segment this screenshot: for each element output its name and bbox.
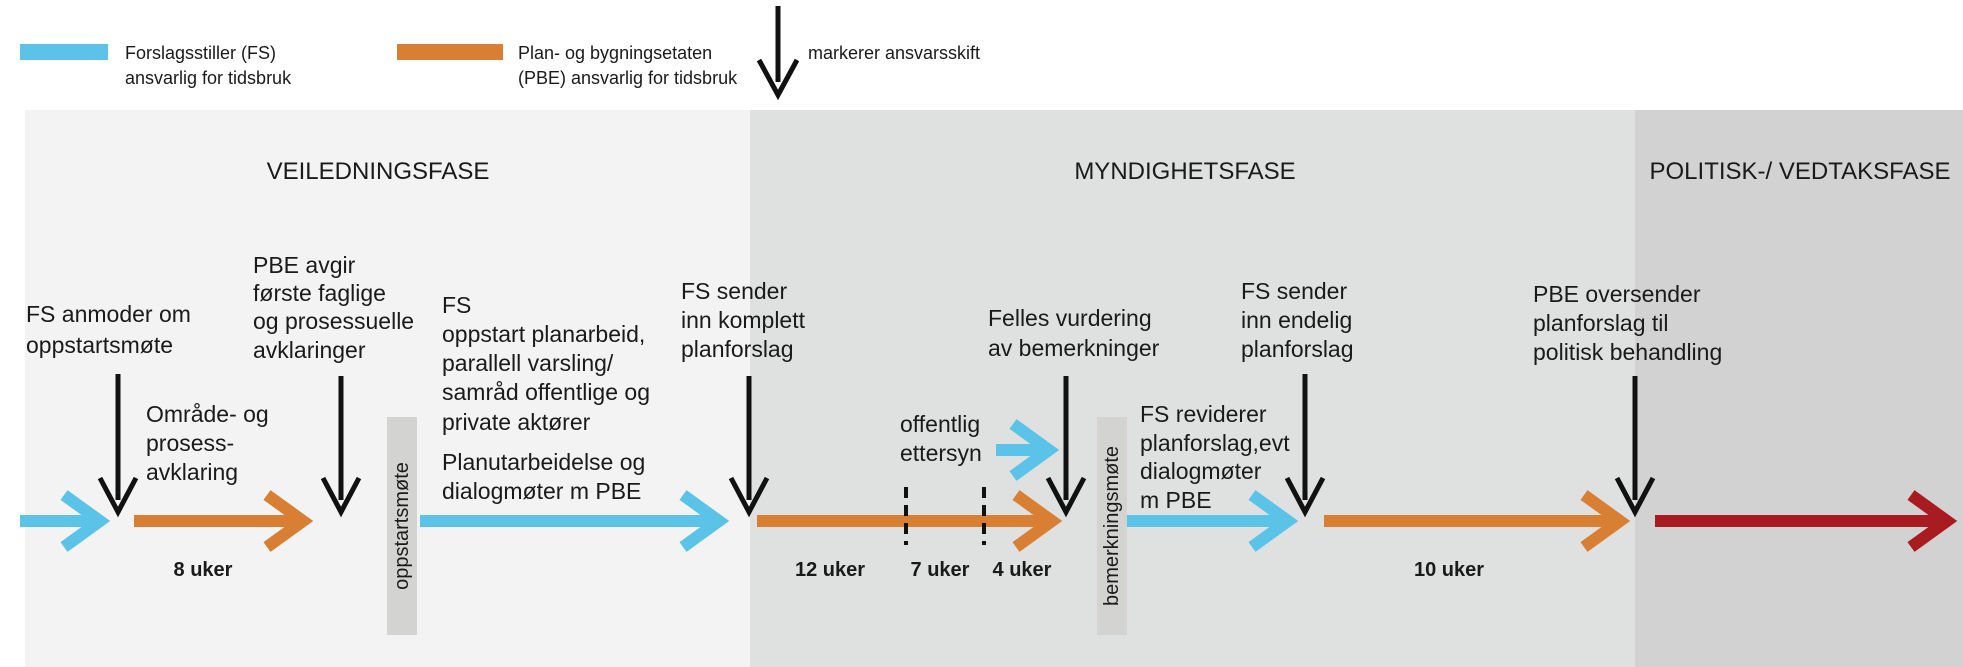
svg-text:ettersyn: ettersyn [900, 440, 982, 466]
svg-text:FS sender: FS sender [681, 278, 788, 304]
legend-shift-label: markerer ansvarsskift [808, 43, 981, 63]
svg-text:dialogmøter m PBE: dialogmøter m PBE [442, 478, 642, 504]
svg-text:FS: FS [442, 292, 472, 318]
meeting-oppstartsmote [387, 417, 417, 635]
meeting-bemerkningsmote [1097, 417, 1127, 635]
svg-text:første faglige: første faglige [253, 280, 386, 306]
duration-12-uker: 12 uker [794, 559, 866, 581]
svg-text:planforslag: planforslag [1241, 336, 1354, 362]
phase-title-politisk: POLITISK-/ VEDTAKSFASE [1649, 158, 1951, 185]
svg-text:av bemerkninger: av bemerkninger [988, 335, 1160, 361]
legend [20, 6, 980, 95]
milestone-fs-sender-komplett [681, 278, 806, 362]
svg-text:planforslag,evt: planforslag,evt [1140, 430, 1290, 456]
duration-4-uker: 4 uker [992, 559, 1052, 581]
svg-text:parallell varsling/: parallell varsling/ [442, 350, 614, 376]
milestone-fs-sender-endelig [1241, 278, 1354, 362]
svg-text:dialogmøter: dialogmøter [1140, 458, 1262, 484]
legend-fs-line1: Forslagsstiller (FS) [125, 43, 277, 63]
svg-text:oppstartsmøte: oppstartsmøte [391, 462, 413, 590]
svg-text:og prosessuelle: og prosessuelle [253, 308, 415, 334]
svg-text:FS reviderer: FS reviderer [1140, 401, 1267, 427]
svg-text:prosess-: prosess- [146, 430, 235, 456]
svg-text:offentlig: offentlig [900, 411, 981, 437]
svg-text:m PBE: m PBE [1140, 487, 1212, 513]
svg-text:oppstart planarbeid,: oppstart planarbeid, [442, 321, 646, 347]
svg-text:Felles vurdering: Felles vurdering [988, 305, 1152, 331]
svg-text:FS sender: FS sender [1241, 278, 1348, 304]
svg-text:Planutarbeidelse og: Planutarbeidelse og [442, 449, 646, 475]
duration-8-uker: 8 uker [173, 559, 233, 581]
svg-text:politisk behandling: politisk behandling [1533, 339, 1723, 365]
svg-text:bemerkningsmøte: bemerkningsmøte [1101, 445, 1123, 607]
svg-text:inn endelig: inn endelig [1241, 307, 1353, 333]
svg-text:private aktører: private aktører [442, 409, 591, 435]
duration-7-uker: 7 uker [910, 559, 970, 581]
duration-10-uker: 10 uker [1413, 559, 1485, 581]
phase-title-veiledning: VEILEDNINGSFASE [266, 158, 490, 185]
phase-title-myndighet: MYNDIGHETSFASE [1074, 158, 1296, 185]
blue-arrow-icon [20, 44, 108, 60]
svg-text:oppstartsmøte: oppstartsmøte [26, 332, 173, 358]
svg-text:planforslag til: planforslag til [1533, 310, 1669, 336]
legend-pbe-line1: Plan- og bygningsetaten [518, 43, 713, 63]
phase-bg-myndighet [750, 110, 1635, 667]
legend-fs-line2: ansvarlig for tidsbruk [125, 68, 292, 88]
svg-text:FS anmoder om: FS anmoder om [26, 301, 191, 327]
svg-text:samråd offentlige og: samråd offentlige og [442, 379, 650, 405]
svg-text:PBE oversender: PBE oversender [1533, 281, 1701, 307]
svg-text:inn komplett: inn komplett [681, 307, 806, 333]
svg-text:avklaringer: avklaringer [253, 337, 366, 363]
down-arrow-icon [759, 6, 797, 95]
svg-text:Område- og: Område- og [146, 401, 269, 427]
svg-text:avklaring: avklaring [146, 459, 239, 485]
legend-pbe-line2: (PBE) ansvarlig for tidsbruk [518, 68, 738, 88]
svg-text:PBE avgir: PBE avgir [253, 252, 356, 278]
phase-bg-politisk [1635, 110, 1963, 667]
svg-text:planforslag: planforslag [681, 336, 794, 362]
orange-arrow-icon [397, 44, 503, 60]
